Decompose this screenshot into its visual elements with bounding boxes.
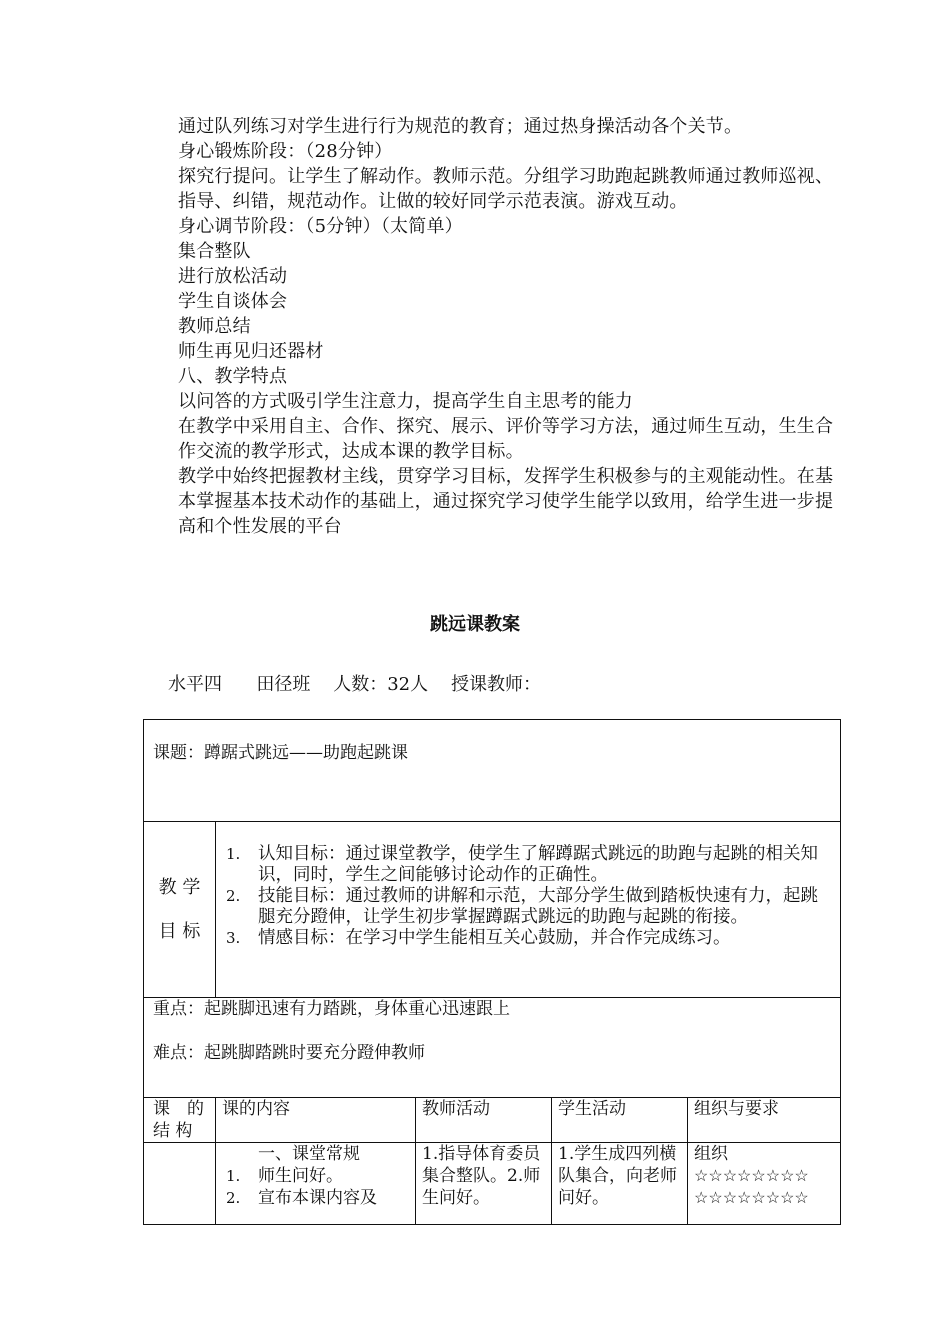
goal-text: 技能目标：通过教师的讲解和示范，大部分学生做到踏板快速有力，起跳腿充分蹬伸，让学生初步掌握蹲踞式跳远的助跑与起跳的衔接。: [258, 886, 818, 927]
content-header: 课的内容: [216, 1098, 416, 1143]
organization-cell: [688, 1143, 841, 1225]
topic-row: [144, 720, 841, 822]
structure-cell: [144, 1143, 216, 1225]
goals-label-line: 教 学: [158, 876, 201, 898]
difficulty-point: 难点：起跳脚踏跳时要充分蹬伸教师: [153, 1043, 425, 1063]
paragraph: 在教学中采用自主、合作、探究、展示、评价等学习方法，通过师生互动，生生合作交流的教学形式，达成本课的教学目标。: [178, 416, 834, 462]
key-points-row: [144, 998, 841, 1098]
content-cell: [216, 1143, 416, 1225]
goal-item: [222, 886, 834, 928]
goal-number: 3.: [226, 929, 241, 947]
lesson-plan-table: [143, 719, 841, 1225]
organization-label: 组织: [694, 1144, 728, 1164]
goals-list: [222, 844, 834, 949]
class-info-line: 水平四 田径班 人数：32人 授课教师：: [168, 674, 542, 695]
goals-label-line: 目 标: [158, 920, 201, 942]
paragraph: 师生再见归还器材: [178, 341, 324, 362]
lesson-topic: 课题：蹲踞式跳远——助跑起跳课: [153, 743, 408, 763]
header-line: 结 构: [153, 1121, 193, 1141]
header-line: 课 的: [153, 1099, 204, 1119]
list-item: [222, 1165, 409, 1187]
paragraph: 教学中始终把握教材主线，贯穿学习目标，发挥学生积极参与的主观能动性。在基本掌握基本技术动作的基础上，通过探究学习使学生能学以致用，给学生进一步提高和个性发展的平台: [178, 466, 834, 537]
paragraph: 探究行提问。让学生了解动作。教师示范。分组学习助跑起跳教师通过教师巡视、指导、纠错，规范动作。让做的较好同学示范表演。游戏互动。: [178, 166, 834, 212]
paragraph: 身心锻炼阶段：（28分钟）: [178, 141, 393, 162]
paragraph: 教师总结: [178, 316, 251, 337]
goals-cell: [216, 822, 841, 998]
goal-number: 1.: [226, 845, 241, 863]
structure-header: [144, 1098, 216, 1143]
student-activity-header: 学生活动: [552, 1098, 688, 1143]
key-points-cell: [144, 998, 841, 1098]
paragraph: 学生自谈体会: [178, 291, 288, 312]
item-text: 师生问好。: [258, 1166, 343, 1186]
document-title: 跳远课教案: [430, 614, 520, 635]
paragraph: 集合整队: [178, 241, 251, 262]
teacher-activity-cell: 1.指导体育委员集合整队。2.师生问好。: [416, 1143, 552, 1225]
item-number: 2.: [226, 1189, 241, 1207]
content-heading: 一、课堂常规: [258, 1144, 360, 1164]
list-item: [222, 1187, 409, 1209]
paragraph: 以问答的方式吸引学生注意力，提高学生自主思考的能力: [178, 391, 633, 412]
organization-header: 组织与要求: [688, 1098, 841, 1143]
formation-stars: ☆☆☆☆☆☆☆☆: [694, 1166, 809, 1185]
goal-number: 2.: [226, 887, 241, 905]
section-heading: 八、教学特点: [178, 366, 288, 387]
goal-text: 情感目标：在学习中学生能相互关心鼓励，并合作完成练习。: [258, 928, 731, 948]
goals-row: [144, 822, 841, 998]
item-text: 宣布本课内容及: [258, 1188, 377, 1208]
key-point: 重点：起跳脚迅速有力踏跳，身体重心迅速跟上: [153, 999, 510, 1019]
student-activity-cell: 1.学生成四列横队集合，向老师问好。: [552, 1143, 688, 1225]
paragraph: 身心调节阶段：（5分钟）（太简单）: [178, 216, 463, 237]
paragraph: 进行放松活动: [178, 266, 288, 287]
item-number: 1.: [226, 1167, 241, 1185]
goal-item: [222, 928, 834, 949]
header-row: [144, 1098, 841, 1143]
teacher-activity-header: 教师活动: [416, 1098, 552, 1143]
table-row: [144, 1143, 841, 1225]
goal-text: 认知目标：通过课堂教学，使学生了解蹲踞式跳远的助跑与起跳的相关知识，同时，学生之间能够讨论动作的正确性。: [258, 844, 818, 885]
formation-stars: ☆☆☆☆☆☆☆☆: [694, 1188, 809, 1207]
goals-label-cell: [144, 822, 216, 998]
goal-item: [222, 844, 834, 886]
paragraph: 通过队列练习对学生进行行为规范的教育；通过热身操活动各个关节。: [178, 116, 743, 137]
content-list: [222, 1165, 409, 1209]
intro-text-block: [178, 114, 838, 539]
topic-cell: [144, 720, 841, 822]
